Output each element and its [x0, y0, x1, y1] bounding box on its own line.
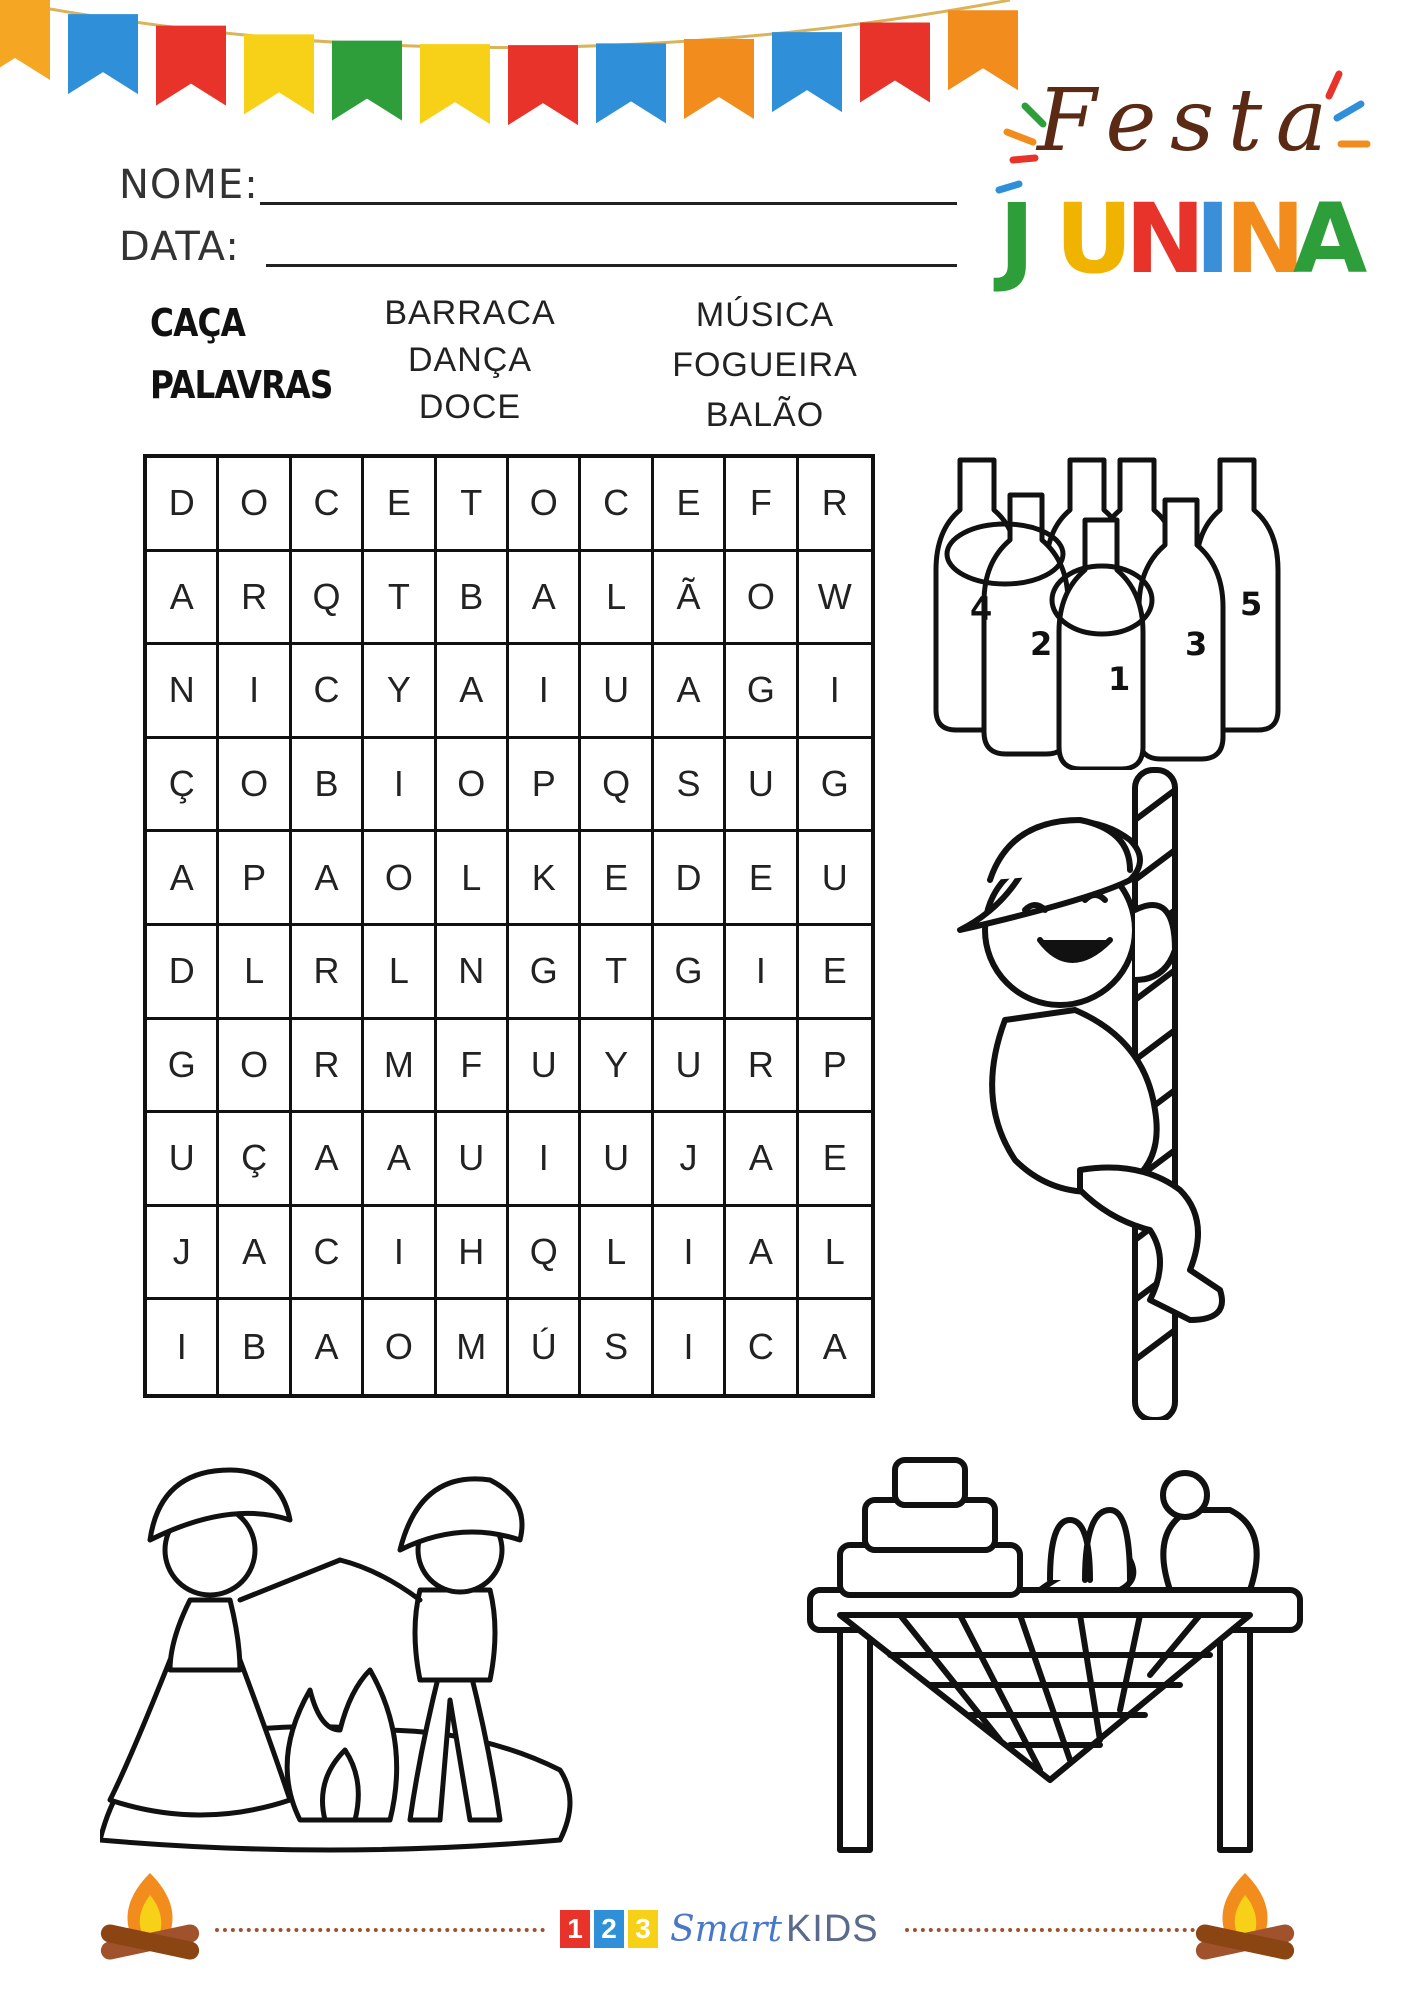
bunting-flag: [508, 45, 578, 125]
grid-cell[interactable]: E: [581, 832, 653, 926]
grid-cell[interactable]: E: [654, 458, 726, 552]
grid-cell[interactable]: G: [726, 645, 798, 739]
grid-cell[interactable]: L: [581, 1207, 653, 1301]
grid-cell[interactable]: A: [147, 832, 219, 926]
grid-cell[interactable]: L: [581, 552, 653, 646]
svg-text:I: I: [1195, 183, 1231, 295]
grid-cell[interactable]: O: [219, 458, 291, 552]
grid-cell[interactable]: U: [726, 739, 798, 833]
word-list-column-1: [375, 290, 565, 431]
grid-cell[interactable]: P: [219, 832, 291, 926]
right-bonfire-icon: [1190, 1865, 1300, 1965]
bottle-number: 1: [1108, 660, 1131, 698]
footer-divider-right: [905, 1928, 1195, 1932]
grid-cell[interactable]: M: [437, 1300, 509, 1394]
grid-cell[interactable]: A: [437, 645, 509, 739]
svg-text:U: U: [1055, 183, 1133, 295]
svg-text:J: J: [999, 183, 1035, 295]
grid-cell[interactable]: K: [509, 832, 581, 926]
grid-cell[interactable]: B: [437, 552, 509, 646]
grid-cell[interactable]: I: [509, 1113, 581, 1207]
grid-cell[interactable]: C: [292, 1207, 364, 1301]
party-table-illustration: [800, 1440, 1320, 1860]
bunting-flag: [420, 44, 490, 124]
svg-text:N: N: [1225, 183, 1306, 295]
word-item: MÚSICA: [695, 296, 835, 334]
grid-cell[interactable]: A: [726, 1113, 798, 1207]
grid-cell[interactable]: F: [437, 1020, 509, 1114]
brand-digit: 1: [560, 1910, 590, 1948]
grid-cell[interactable]: G: [654, 926, 726, 1020]
grid-cell[interactable]: A: [822, 1326, 847, 1368]
brand-smart-text: Smart: [670, 1908, 782, 1950]
grid-cell[interactable]: J: [147, 1207, 219, 1301]
brand-digit: 3: [628, 1910, 658, 1948]
grid-cell[interactable]: A: [292, 1113, 364, 1207]
grid-cell[interactable]: A: [147, 552, 219, 646]
grid-cell[interactable]: R: [799, 458, 871, 552]
svg-text:N: N: [1125, 183, 1206, 295]
grid-cell[interactable]: S: [581, 1300, 653, 1394]
grid-cell[interactable]: I: [364, 1207, 436, 1301]
grid-cell[interactable]: C: [292, 458, 364, 552]
grid-cell[interactable]: G: [799, 739, 871, 833]
grid-cell[interactable]: R: [219, 552, 291, 646]
word-item: DANÇA: [407, 341, 533, 379]
left-bonfire-icon: [95, 1865, 205, 1965]
date-label: DATA:: [119, 224, 240, 270]
logo-junina-text: [993, 183, 1367, 295]
svg-text:A: A: [1293, 183, 1368, 295]
bunting-flag: [684, 39, 754, 119]
grid-cell[interactable]: P: [509, 739, 581, 833]
word-item: DOCE: [418, 388, 522, 426]
grid-cell[interactable]: I: [364, 739, 436, 833]
grid-cell[interactable]: O: [364, 1300, 436, 1394]
grid-cell[interactable]: D: [147, 926, 219, 1020]
grid-cell[interactable]: E: [726, 832, 798, 926]
grid-cell[interactable]: Ç: [219, 1113, 291, 1207]
grid-cell[interactable]: O: [364, 832, 436, 926]
grid-cell[interactable]: L: [799, 1207, 871, 1301]
grid-cell[interactable]: E: [799, 926, 871, 1020]
grid-cell[interactable]: U: [509, 1020, 581, 1114]
grid-cell[interactable]: U: [437, 1113, 509, 1207]
grid-cell[interactable]: G: [147, 1020, 219, 1114]
grid-cell[interactable]: P: [799, 1020, 871, 1114]
grid-cell[interactable]: U: [799, 832, 871, 926]
grid-cell[interactable]: G: [509, 926, 581, 1020]
smartkids-brand: [560, 1904, 879, 1954]
bottle-number: 5: [1240, 585, 1263, 623]
grid-cell[interactable]: L: [437, 832, 509, 926]
grid-cell[interactable]: C: [726, 1300, 798, 1394]
grid-cell[interactable]: Q: [509, 1207, 581, 1301]
festa-junina-logo: [985, 40, 1385, 300]
word-item: FOGUEIRA: [672, 346, 858, 384]
grid-cell[interactable]: C: [581, 458, 653, 552]
grid-cell[interactable]: U: [654, 1020, 726, 1114]
bunting-flag: [596, 43, 666, 123]
bunting-flag: [332, 41, 402, 121]
grid-cell[interactable]: Ç: [147, 739, 219, 833]
grid-cell[interactable]: A: [726, 1207, 798, 1301]
grid-cell[interactable]: R: [292, 926, 364, 1020]
grid-cell[interactable]: T: [437, 458, 509, 552]
grid-cell[interactable]: Ã: [654, 552, 726, 646]
grid-cell[interactable]: A: [509, 552, 581, 646]
grid-cell[interactable]: L: [364, 926, 436, 1020]
word-search-grid: [143, 454, 875, 1398]
grid-cell[interactable]: U: [581, 645, 653, 739]
brand-kids-text: KIDS: [785, 1907, 879, 1950]
grid-cell[interactable]: O: [509, 458, 581, 552]
grid-cell[interactable]: L: [219, 926, 291, 1020]
grid-cell[interactable]: O: [219, 739, 291, 833]
grid-cell[interactable]: A: [654, 645, 726, 739]
grid-cell[interactable]: D: [147, 458, 219, 552]
bottle-number: 3: [1185, 625, 1208, 663]
grid-cell[interactable]: Y: [581, 1020, 653, 1114]
bunting-flag: [860, 22, 930, 102]
grid-cell[interactable]: I: [654, 1207, 726, 1301]
puzzle-title: [150, 292, 333, 416]
date-field[interactable]: [266, 264, 957, 267]
grid-cell[interactable]: I: [147, 1300, 219, 1394]
puzzle-title-line2: PALAVRAS: [150, 363, 333, 407]
grid-cell[interactable]: A: [364, 1113, 436, 1207]
grid-cell[interactable]: A: [292, 832, 364, 926]
grid-cell[interactable]: A: [219, 1207, 291, 1301]
grid-cell[interactable]: I: [726, 926, 798, 1020]
grid-cell[interactable]: I: [654, 1300, 726, 1394]
grid-cell[interactable]: C: [292, 645, 364, 739]
dancing-couple-illustration: [100, 1440, 600, 1855]
grid-cell[interactable]: Q: [292, 552, 364, 646]
grid-cell[interactable]: N: [147, 645, 219, 739]
grid-cell[interactable]: M: [364, 1020, 436, 1114]
grid-cell[interactable]: B: [292, 739, 364, 833]
word-item: BARRACA: [384, 294, 556, 332]
grid-cell[interactable]: U: [581, 1113, 653, 1207]
grid-cell[interactable]: I: [799, 645, 871, 739]
bunting-flag: [244, 34, 314, 114]
word-item: BALÃO: [705, 396, 825, 434]
grid-cell[interactable]: E: [364, 458, 436, 552]
grid-cell[interactable]: R: [726, 1020, 798, 1114]
grid-cell[interactable]: R: [292, 1020, 364, 1114]
grid-cell[interactable]: F: [726, 458, 798, 552]
grid-cell[interactable]: T: [364, 552, 436, 646]
grid-cell[interactable]: W: [799, 552, 871, 646]
footer-divider-left: [215, 1928, 545, 1932]
name-field[interactable]: [260, 202, 957, 205]
bottle-ring-toss-illustration: [920, 450, 1295, 770]
boy-climbing-pole-illustration: [930, 760, 1270, 1420]
grid-cell[interactable]: H: [437, 1207, 509, 1301]
bottle-number: 4: [970, 590, 993, 628]
grid-cell[interactable]: I: [509, 645, 581, 739]
puzzle-title-line1: CAÇA: [150, 301, 246, 345]
grid-cell[interactable]: S: [654, 739, 726, 833]
grid-cell[interactable]: A: [292, 1300, 364, 1394]
name-label: NOME:: [119, 162, 259, 208]
grid-cell[interactable]: T: [581, 926, 653, 1020]
grid-cell[interactable]: U: [147, 1113, 219, 1207]
brand-digit: 2: [594, 1910, 624, 1948]
grid-cell[interactable]: E: [799, 1113, 871, 1207]
logo-festa-text: Festa: [1037, 71, 1327, 171]
grid-cell[interactable]: Y: [364, 645, 436, 739]
grid-cell[interactable]: J: [654, 1113, 726, 1207]
bottle-number: 2: [1030, 625, 1053, 663]
grid-cell[interactable]: D: [654, 832, 726, 926]
bunting-flag: [0, 0, 50, 80]
grid-cell[interactable]: B: [219, 1300, 291, 1394]
bunting-flag: [156, 26, 226, 106]
grid-cell[interactable]: N: [437, 926, 509, 1020]
grid-cell[interactable]: Ú: [509, 1300, 581, 1394]
grid-cell[interactable]: O: [726, 552, 798, 646]
grid-cell[interactable]: O: [219, 1020, 291, 1114]
bunting-flag: [68, 14, 138, 94]
grid-cell[interactable]: I: [219, 645, 291, 739]
grid-cell[interactable]: Q: [581, 739, 653, 833]
grid-cell[interactable]: O: [437, 739, 509, 833]
word-list-column-2: [660, 290, 870, 440]
bunting-flag: [772, 32, 842, 112]
